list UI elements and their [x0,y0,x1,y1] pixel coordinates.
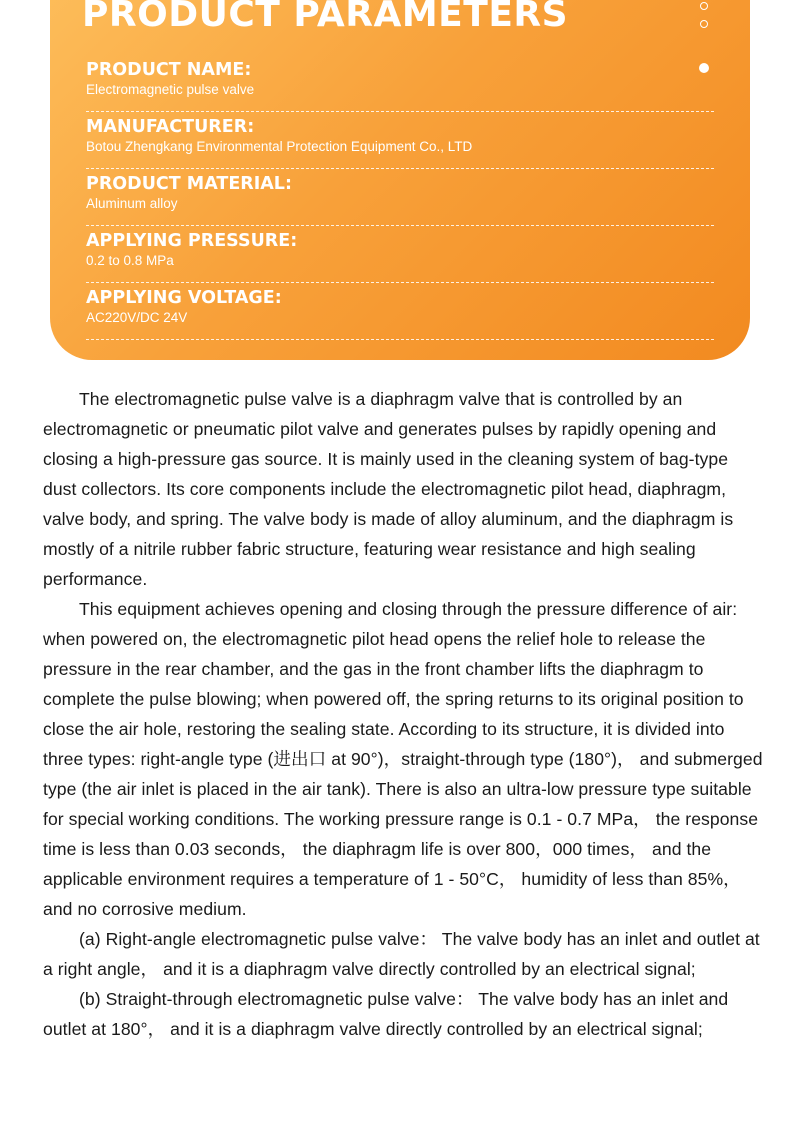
param-label: PRODUCT NAME: [86,60,252,80]
param-product-material [86,171,714,226]
indicator-dot-icon [700,2,708,10]
param-product-name [86,57,714,112]
param-manufacturer [86,114,714,169]
description-text [43,384,763,1044]
param-value: Aluminum alloy [86,196,178,211]
param-label: APPLYING VOLTAGE: [86,288,282,308]
paragraph-intro: The electromagnetic pulse valve is a diaphragm valve that is controlled by an electromagnetic or pneumatic pilot valve and generates pulses by rapidly opening and closing a high-pressure gas source. It is mainly used in the cleaning system of bag-type dust collectors. Its core components include the electromagnetic pilot head, diaphragm, valve body, and spring. The valve body is made of alloy aluminum, and the diaphragm is mostly of a nitrile rubber fabric structure, featuring wear resistance and high sealing performance. [43,389,734,589]
param-value: Electromagnetic pulse valve [86,82,255,97]
param-label: APPLYING PRESSURE: [86,231,298,251]
param-applying-pressure [86,228,714,283]
card-title: PRODUCT PARAMETERS [82,0,569,35]
param-applying-voltage [86,285,714,340]
paragraph-straight-through-type: (b) Straight-through electromagnetic pulse valve： The valve body has an inlet and outlet at 180°， and it is a diaphragm valve directly controlled by an electrical signal; [43,989,729,1039]
param-value: AC220V/DC 24V [86,310,188,325]
paragraph-right-angle-type: (a) Right-angle electromagnetic pulse valve： The valve body has an inlet and outlet at a right angle， and it is a diaphragm valve directly controlled by an electrical signal; [43,929,760,979]
param-label: MANUFACTURER: [86,117,255,137]
param-value: Botou Zhengkang Environmental Protection Equipment Co., LTD [86,139,473,154]
paragraph-working-principle: This equipment achieves opening and closing through the pressure difference of air: when powered on, the electromagnetic pilot head opens the relief hole to release the pressure in the rear chamber, and the gas in the front chamber lifts the diaphragm to complete the pulse blowing; when powered off, the spring returns to its original position to close the air hole, restoring the sealing state. According to its structure, it is divided into three types: right-angle type (进出口 at 90°)，straight-through type (180°)， and submerged type (the air inlet is placed in the air tank). There is also an ultra-low pressure type suitable for special working conditions. The working pressure range is 0.1 - 0.7 MPa， the response time is less than 0.03 seconds， the diaphragm life is over 800，000 times， and the applicable environment requires a temperature of 1 - 50°C， humidity of less than 85%， and no corrosive medium. [43,599,763,919]
param-value: 0.2 to 0.8 MPa [86,253,174,268]
param-label: PRODUCT MATERIAL: [86,174,292,194]
parameter-list [86,57,714,342]
product-parameters-card [50,0,750,360]
indicator-dot-icon [700,20,708,28]
